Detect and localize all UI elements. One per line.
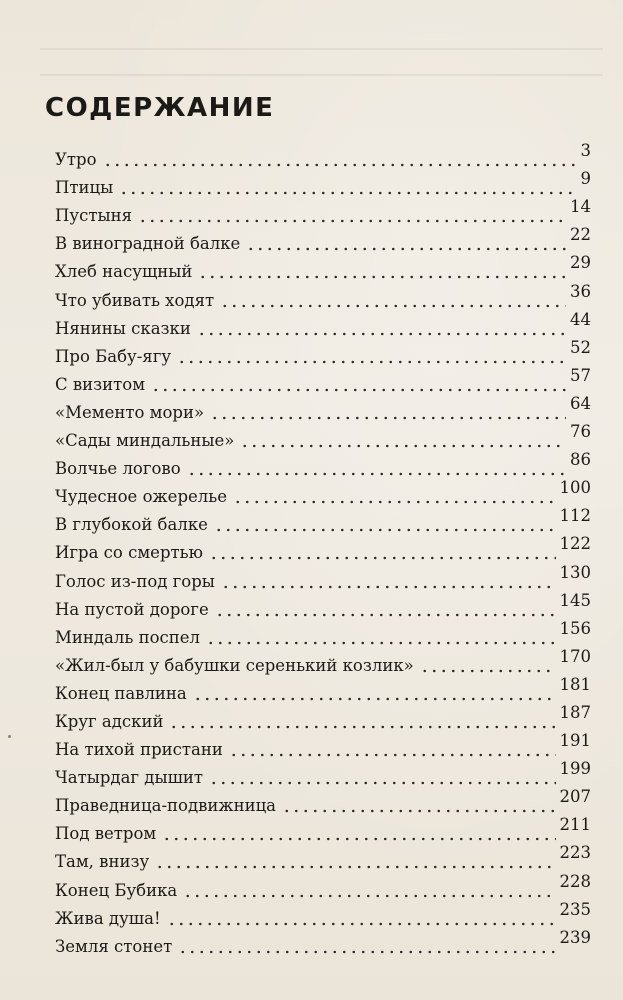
dot-leader: [420, 659, 556, 673]
toc-entry: [55, 226, 591, 254]
toc-entry: [55, 170, 591, 198]
toc-entry: [55, 872, 591, 900]
toc-entry: [55, 901, 591, 929]
dot-leader: [138, 209, 566, 223]
toc-entry-title: Праведница-подвижница: [55, 796, 277, 816]
dot-leader: [240, 434, 566, 448]
dot-leader: [119, 181, 576, 195]
toc-entry-page-number: 181: [559, 674, 591, 694]
toc-entry-page-number: 170: [559, 646, 591, 666]
dot-leader: [206, 631, 555, 645]
toc-entry-page-number: 9: [580, 169, 591, 189]
dot-leader: [187, 462, 566, 476]
toc-entry: [55, 535, 591, 563]
toc-entry-page-number: 156: [559, 618, 591, 638]
toc-entry-page-number: 64: [570, 393, 591, 413]
toc-entry-page-number: 199: [559, 759, 591, 779]
toc-entry-title: С визитом: [55, 374, 146, 394]
toc-entry-page-number: 86: [570, 450, 591, 470]
dot-leader: [246, 237, 566, 251]
toc-entry-title: Чатырдаг дышит: [55, 768, 204, 788]
toc-entry-title: Нянины сказки: [55, 318, 191, 338]
dot-leader: [193, 687, 556, 701]
toc-entry-page-number: 29: [570, 253, 591, 273]
toc-entry-title: Круг адский: [55, 711, 164, 731]
show-through-line: [40, 74, 603, 76]
toc-entry-page-number: 112: [559, 506, 591, 526]
dot-leader: [183, 884, 555, 898]
toc-entry-page-number: 36: [570, 281, 591, 301]
dot-leader: [169, 715, 555, 729]
dot-leader: [151, 378, 566, 392]
dot-leader: [221, 575, 556, 589]
toc-entry: [55, 282, 591, 310]
toc-entry: [55, 311, 591, 339]
dot-leader: [282, 799, 555, 813]
toc-entry-title: В виноградной балке: [55, 234, 241, 254]
toc-entry-title: Голос из-под горы: [55, 571, 215, 591]
toc-entry: [55, 648, 591, 676]
dot-leader: [215, 603, 556, 617]
toc-entry-title: Под ветром: [55, 824, 157, 844]
toc-entry-title: «Сады миндальные»: [55, 431, 235, 451]
toc-entry: [55, 142, 591, 170]
toc-entry-title: «Жил-был у бабушки серенький козлик»: [55, 655, 414, 675]
dot-leader: [103, 153, 577, 167]
toc-entry-title: На тихой пристани: [55, 740, 223, 760]
toc-entry: [55, 620, 591, 648]
toc-entry-title: Чудесное ожерелье: [55, 487, 228, 507]
dot-leader: [178, 940, 555, 954]
dot-leader: [229, 743, 556, 757]
toc-entry: [55, 592, 591, 620]
dot-leader: [209, 546, 556, 560]
toc-entry-page-number: 100: [559, 478, 591, 498]
page-title: СОДЕРЖАНИЕ: [45, 93, 275, 123]
toc-entry-page-number: 44: [570, 309, 591, 329]
toc-entry: [55, 507, 591, 535]
show-through-line: [40, 48, 603, 50]
toc-entry-page-number: 223: [559, 843, 591, 863]
toc-entry-page-number: 130: [559, 562, 591, 582]
dot-leader: [162, 827, 555, 841]
toc-entry-page-number: 228: [559, 871, 591, 891]
toc-entry: [55, 563, 591, 591]
toc-entry: [55, 816, 591, 844]
toc-entry: [55, 788, 591, 816]
toc-entry: [55, 732, 591, 760]
toc-entry-title: Волчье логово: [55, 459, 181, 479]
toc-entry-title: Игра со смертью: [55, 543, 203, 563]
dot-leader: [167, 912, 556, 926]
toc-entry: [55, 479, 591, 507]
table-of-contents: [55, 142, 591, 957]
toc-entry-title: В глубокой балке: [55, 515, 208, 535]
dot-leader: [198, 265, 566, 279]
toc-entry: [55, 844, 591, 872]
toc-entry: [55, 367, 591, 395]
toc-entry-title: Конец павлина: [55, 683, 187, 703]
toc-entry-page-number: 122: [559, 534, 591, 554]
toc-entry-page-number: 22: [570, 225, 591, 245]
dot-leader: [197, 322, 566, 336]
toc-entry: [55, 451, 591, 479]
dot-leader: [177, 350, 566, 364]
toc-entry-page-number: 57: [570, 365, 591, 385]
dot-leader: [209, 771, 555, 785]
dot-leader: [220, 294, 566, 308]
toc-entry-title: Жива душа!: [55, 908, 161, 928]
dot-leader: [233, 490, 555, 504]
toc-entry-page-number: 239: [559, 927, 591, 947]
toc-entry: [55, 676, 591, 704]
toc-entry-title: На пустой дороге: [55, 599, 209, 619]
toc-entry: [55, 760, 591, 788]
toc-entry-page-number: 52: [570, 337, 591, 357]
toc-entry-title: Птицы: [55, 178, 114, 198]
toc-entry-title: Пустыня: [55, 206, 133, 226]
toc-entry-title: Про Бабу-ягу: [55, 346, 172, 366]
toc-entry-page-number: 14: [570, 197, 591, 217]
toc-entry: [55, 704, 591, 732]
toc-entry-title: Утро: [55, 150, 97, 170]
margin-speck: [8, 735, 11, 738]
dot-leader: [155, 855, 555, 869]
toc-entry-page-number: 191: [559, 731, 591, 751]
toc-entry-page-number: 235: [559, 899, 591, 919]
toc-entry-title: Там, внизу: [55, 852, 150, 872]
toc-entry: [55, 339, 591, 367]
toc-entry: [55, 395, 591, 423]
toc-entry: [55, 198, 591, 226]
toc-entry: [55, 423, 591, 451]
toc-entry: [55, 254, 591, 282]
toc-entry-title: Земля стонет: [55, 936, 173, 956]
toc-entry-page-number: 207: [559, 787, 591, 807]
toc-entry-title: Хлеб насущный: [55, 262, 193, 282]
toc-entry-page-number: 76: [570, 422, 591, 442]
toc-entry-page-number: 211: [559, 815, 591, 835]
toc-entry-title: Конец Бубика: [55, 880, 178, 900]
toc-entry-title: Что убивать ходят: [55, 290, 215, 310]
toc-entry-page-number: 145: [559, 590, 591, 610]
toc-entry-title: Миндаль поспел: [55, 627, 201, 647]
dot-leader: [214, 518, 556, 532]
toc-entry-title: «Мементо мори»: [55, 402, 205, 422]
toc-entry-page-number: 187: [559, 702, 591, 722]
toc-entry: [55, 929, 591, 957]
dot-leader: [210, 406, 566, 420]
toc-entry-page-number: 3: [580, 141, 591, 161]
